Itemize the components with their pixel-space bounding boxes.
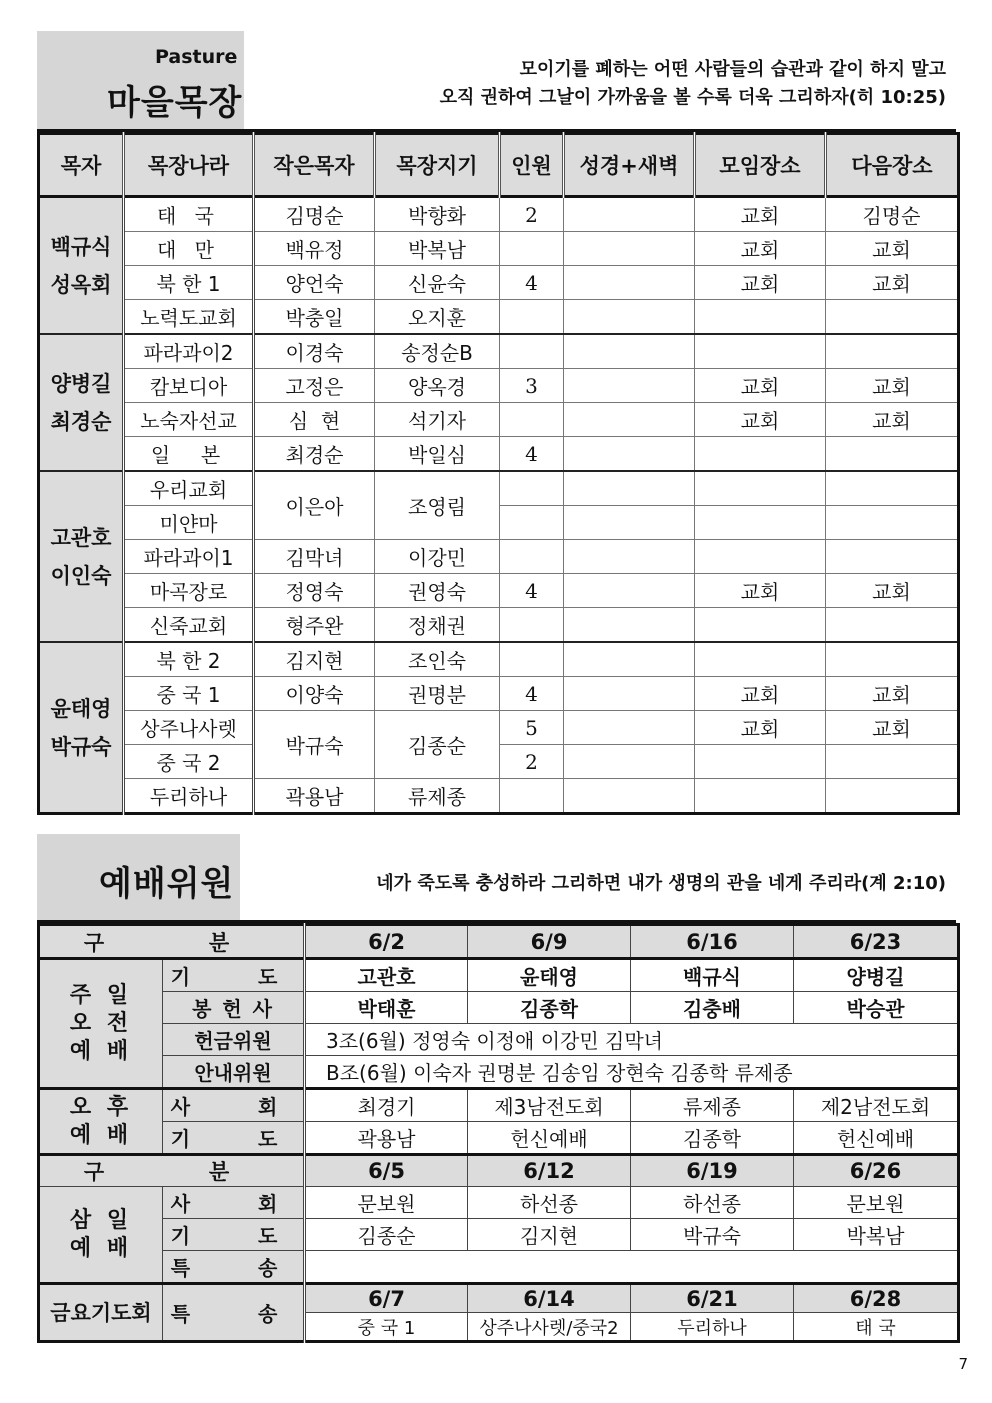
keeper-cell: 양옥경 — [375, 369, 500, 403]
small-leader-cell: 심 현 — [254, 403, 375, 437]
table-row — [39, 1089, 959, 1122]
section-title: 예배위원 — [99, 864, 235, 904]
count-cell: 4 — [500, 437, 564, 472]
leader-cell — [39, 471, 124, 642]
assignment-cell: 최경기 — [305, 1089, 468, 1122]
keeper-cell: 신윤숙 — [375, 266, 500, 300]
special-song-cell: 태 국 — [794, 1313, 959, 1342]
special-song-cell: 중 국 1 — [305, 1313, 468, 1342]
nation-cell: 북 한 2 — [124, 642, 254, 677]
keeper-cell: 박향화 — [375, 197, 500, 232]
place-cell: 교회 — [695, 574, 826, 608]
role-label — [163, 1089, 305, 1122]
count-cell — [500, 779, 564, 814]
count-cell — [500, 403, 564, 437]
small-leader-cell: 김지현 — [254, 642, 375, 677]
count-cell — [500, 506, 564, 540]
place-cell: 교회 — [695, 369, 826, 403]
table-row — [39, 1187, 959, 1219]
assignment-cell: 문보원 — [794, 1187, 959, 1219]
next-place-cell — [826, 437, 959, 472]
date-header: 6/14 — [468, 1284, 631, 1313]
next-place-cell — [826, 779, 959, 814]
column-header: 다음장소 — [826, 134, 959, 197]
small-leader-cell: 백유정 — [254, 232, 375, 266]
small-leader-cell: 곽용남 — [254, 779, 375, 814]
special-song-cell: 두리하나 — [631, 1313, 794, 1342]
group-label: 예 배 — [69, 1122, 133, 1148]
table-row — [39, 1056, 959, 1089]
bible-cell — [564, 369, 695, 403]
role-text: 사 회 — [170, 1095, 296, 1119]
special-song-cell: 상주나사렛/중국2 — [468, 1313, 631, 1342]
gubun-text: 구 분 — [83, 1160, 260, 1184]
bible-cell — [564, 266, 695, 300]
nation-cell: 우리교회 — [124, 471, 254, 506]
small-leader-cell: 김막녀 — [254, 540, 375, 574]
next-place-cell — [826, 471, 959, 506]
verse-line-2: 오직 권하여 그날이 가까움을 볼 수록 더욱 그리하자(히 10:25) — [439, 87, 946, 108]
column-header: 목장나라 — [124, 134, 254, 197]
keeper-cell: 권영숙 — [375, 574, 500, 608]
role-text: 기 도 — [170, 965, 296, 989]
keeper-cell: 박일심 — [375, 437, 500, 472]
keeper-cell: 조영림 — [375, 471, 500, 540]
place-cell — [695, 745, 826, 779]
keeper-cell: 권명분 — [375, 677, 500, 711]
assignment-cell: 류제종 — [631, 1089, 794, 1122]
nation-cell: 북 한 1 — [124, 266, 254, 300]
nation-cell: 마곡장로 — [124, 574, 254, 608]
date-header: 6/19 — [631, 1155, 794, 1187]
nation-cell: 노숙자선교 — [124, 403, 254, 437]
assignment-cell: 고관호 — [305, 959, 468, 992]
place-cell: 교회 — [695, 677, 826, 711]
count-cell: 2 — [500, 745, 564, 779]
role-text: 사 회 — [170, 1192, 296, 1216]
small-leader-cell: 김명순 — [254, 197, 375, 232]
keeper-cell: 송정순B — [375, 334, 500, 369]
nation-cell: 노력도교회 — [124, 300, 254, 335]
keeper-cell: 조인숙 — [375, 642, 500, 677]
count-cell: 5 — [500, 711, 564, 745]
count-cell: 4 — [500, 574, 564, 608]
bible-cell — [564, 574, 695, 608]
table-row — [39, 266, 959, 300]
bible-cell — [564, 197, 695, 232]
nation-cell: 태 국 — [124, 197, 254, 232]
assignment-cell: 헌신예배 — [794, 1122, 959, 1155]
table-row — [39, 1251, 959, 1284]
assignment-cell: 김종학 — [631, 1122, 794, 1155]
date-header: 6/21 — [631, 1284, 794, 1313]
role-label: 헌금위원 — [163, 1024, 305, 1056]
column-header: 작은목자 — [254, 134, 375, 197]
table-row — [39, 677, 959, 711]
nation-cell: 미얀마 — [124, 506, 254, 540]
keeper-cell: 류제종 — [375, 779, 500, 814]
keeper-cell: 석기자 — [375, 403, 500, 437]
role-label: 안내위원 — [163, 1056, 305, 1089]
assignment-cell: 김종학 — [468, 992, 631, 1024]
next-place-cell: 교회 — [826, 232, 959, 266]
count-cell — [500, 232, 564, 266]
worship-header — [37, 834, 956, 923]
date-header: 6/23 — [794, 925, 959, 959]
leader-name: 고관호 — [50, 525, 112, 550]
role-text: 특 송 — [170, 1302, 296, 1326]
assignment-cell: 곽용남 — [305, 1122, 468, 1155]
assignment-cell: 제3남전도회 — [468, 1089, 631, 1122]
small-leader-cell: 양언숙 — [254, 266, 375, 300]
count-cell: 4 — [500, 266, 564, 300]
date-header: 6/12 — [468, 1155, 631, 1187]
group-label: 주 일 — [69, 982, 133, 1008]
place-cell — [695, 506, 826, 540]
table-row — [39, 369, 959, 403]
keeper-cell: 오지훈 — [375, 300, 500, 335]
column-header: 목자 — [39, 134, 124, 197]
table-row — [39, 232, 959, 266]
role-label — [163, 1219, 305, 1251]
column-header: 성경+새벽 — [564, 134, 695, 197]
next-place-cell: 교회 — [826, 266, 959, 300]
leader-name: 성옥회 — [50, 272, 112, 297]
bible-cell — [564, 711, 695, 745]
date-header: 6/26 — [794, 1155, 959, 1187]
next-place-cell — [826, 745, 959, 779]
next-place-cell: 교회 — [826, 403, 959, 437]
bible-cell — [564, 779, 695, 814]
place-cell: 교회 — [695, 232, 826, 266]
count-cell — [500, 540, 564, 574]
nation-cell: 중 국 1 — [124, 677, 254, 711]
place-cell — [695, 334, 826, 369]
count-cell — [500, 471, 564, 506]
column-header: 목장지기 — [375, 134, 500, 197]
keeper-cell: 이강민 — [375, 540, 500, 574]
date-header-row — [39, 925, 959, 959]
table-row — [39, 1284, 959, 1313]
count-cell — [500, 334, 564, 369]
date-header: 6/7 — [305, 1284, 468, 1313]
count-cell — [500, 642, 564, 677]
next-place-cell — [826, 540, 959, 574]
table-row — [39, 540, 959, 574]
next-place-cell — [826, 642, 959, 677]
bible-cell — [564, 540, 695, 574]
nation-cell: 캄보디아 — [124, 369, 254, 403]
table-row — [39, 779, 959, 814]
group-label: 오 전 — [69, 1010, 133, 1036]
assignment-cell: 박규숙 — [631, 1219, 794, 1251]
table-header-row — [39, 134, 959, 197]
assignment-cell: 양병길 — [794, 959, 959, 992]
group-label: 삼 일 — [69, 1207, 133, 1233]
page-number: 7 — [958, 1355, 968, 1373]
bible-cell — [564, 642, 695, 677]
keeper-cell: 정채권 — [375, 608, 500, 643]
nation-cell: 대 만 — [124, 232, 254, 266]
place-cell — [695, 608, 826, 643]
assignment-cell: 제2남전도회 — [794, 1089, 959, 1122]
table-row — [39, 1024, 959, 1056]
assignment-cell: 하선종 — [631, 1187, 794, 1219]
leader-name: 이인숙 — [50, 563, 112, 588]
table-row — [39, 300, 959, 335]
date-header: 6/5 — [305, 1155, 468, 1187]
assignment-cell: 백규식 — [631, 959, 794, 992]
keeper-cell: 김종순 — [375, 711, 500, 779]
place-cell — [695, 642, 826, 677]
next-place-cell: 교회 — [826, 574, 959, 608]
bible-cell — [564, 403, 695, 437]
nation-cell: 파라과이1 — [124, 540, 254, 574]
assignment-cell: 박태훈 — [305, 992, 468, 1024]
nation-cell: 일 본 — [124, 437, 254, 472]
bible-cell — [564, 334, 695, 369]
nation-cell: 두리하나 — [124, 779, 254, 814]
role-label — [163, 1122, 305, 1155]
small-leader-cell: 고정은 — [254, 369, 375, 403]
assignment-cell: 윤태영 — [468, 959, 631, 992]
assignment-cell: 김지현 — [468, 1219, 631, 1251]
small-leader-cell: 박규숙 — [254, 711, 375, 779]
pasture-label: Pasture — [155, 46, 238, 68]
place-cell: 교회 — [695, 403, 826, 437]
date-header: 6/16 — [631, 925, 794, 959]
leader-name: 박규숙 — [50, 734, 112, 759]
role-text: 특 송 — [170, 1256, 296, 1280]
bible-cell — [564, 677, 695, 711]
tithe-committee-text: 3조(6월) 정영숙 이정애 이강민 김막녀 — [305, 1024, 959, 1056]
table-row — [39, 574, 959, 608]
small-leader-cell: 형주완 — [254, 608, 375, 643]
place-cell — [695, 540, 826, 574]
column-header: 모임장소 — [695, 134, 826, 197]
small-leader-cell: 이양숙 — [254, 677, 375, 711]
date-header-row — [39, 1155, 959, 1187]
next-place-cell: 교회 — [826, 711, 959, 745]
role-label: 봉 헌 사 — [163, 992, 305, 1024]
gubun-label — [39, 925, 305, 959]
table-row — [39, 403, 959, 437]
usher-committee-text: B조(6월) 이숙자 권명분 김송임 장현숙 김종학 류제종 — [305, 1056, 959, 1089]
leader-cell — [39, 334, 124, 471]
small-leader-cell: 박충일 — [254, 300, 375, 335]
group-label: 예 배 — [69, 1038, 133, 1064]
table-row — [39, 437, 959, 472]
nation-cell: 중 국 2 — [124, 745, 254, 779]
role-text: 기 도 — [170, 1127, 296, 1151]
next-place-cell — [826, 506, 959, 540]
place-cell — [695, 300, 826, 335]
place-cell — [695, 471, 826, 506]
column-header: 인원 — [500, 134, 564, 197]
assignment-cell: 박복남 — [794, 1219, 959, 1251]
worship-committee-table — [37, 923, 960, 1343]
leader-name: 양병길 — [50, 371, 112, 396]
table-row — [39, 608, 959, 643]
group-label: 오 후 — [69, 1094, 133, 1120]
leader-cell — [39, 642, 124, 814]
date-header: 6/28 — [794, 1284, 959, 1313]
assignment-cell: 김종순 — [305, 1219, 468, 1251]
group-label: 예 배 — [69, 1235, 133, 1261]
assignment-cell: 김충배 — [631, 992, 794, 1024]
place-cell: 교회 — [695, 711, 826, 745]
table-row — [39, 197, 959, 232]
group-cell — [39, 959, 163, 1089]
count-cell: 4 — [500, 677, 564, 711]
leader-name: 백규식 — [50, 234, 112, 259]
assignment-cell: 박승관 — [794, 992, 959, 1024]
nation-cell: 상주나사렛 — [124, 711, 254, 745]
group-cell — [39, 1089, 163, 1155]
role-text: 기 도 — [170, 1224, 296, 1248]
small-leader-cell: 이경숙 — [254, 334, 375, 369]
leader-cell — [39, 197, 124, 335]
gubun-label — [39, 1155, 305, 1187]
count-cell — [500, 608, 564, 643]
leader-name: 최경순 — [50, 409, 112, 434]
assignment-cell: 헌신예배 — [468, 1122, 631, 1155]
leader-name: 윤태영 — [50, 696, 112, 721]
count-cell: 3 — [500, 369, 564, 403]
next-place-cell — [826, 608, 959, 643]
nation-cell: 신죽교회 — [124, 608, 254, 643]
bible-cell — [564, 471, 695, 506]
role-label — [163, 1284, 305, 1342]
table-row — [39, 1122, 959, 1155]
bible-cell — [564, 745, 695, 779]
section-title: 마을목장 — [107, 83, 243, 123]
verse-line-1: 모이기를 폐하는 어떤 사람들의 습관과 같이 하지 말고 — [519, 59, 946, 80]
role-label — [163, 959, 305, 992]
keeper-cell: 박복남 — [375, 232, 500, 266]
next-place-cell: 교회 — [826, 677, 959, 711]
date-header: 6/9 — [468, 925, 631, 959]
table-row — [39, 959, 959, 992]
role-label — [163, 1251, 305, 1284]
maeul-header — [37, 31, 956, 132]
role-label — [163, 1187, 305, 1219]
table-row — [39, 992, 959, 1024]
bible-cell — [564, 437, 695, 472]
small-leader-cell: 정영숙 — [254, 574, 375, 608]
verse-line: 네가 죽도록 충성하라 그리하면 내가 생명의 관을 네게 주리라(계 2:10) — [376, 873, 946, 894]
place-cell — [695, 437, 826, 472]
mokjang-table — [37, 132, 960, 815]
place-cell: 교회 — [695, 197, 826, 232]
bible-cell — [564, 300, 695, 335]
table-row — [39, 711, 959, 745]
special-song-cell — [305, 1251, 959, 1284]
table-row — [39, 642, 959, 677]
nation-cell: 파라과이2 — [124, 334, 254, 369]
place-cell — [695, 779, 826, 814]
table-row — [39, 471, 959, 506]
assignment-cell: 문보원 — [305, 1187, 468, 1219]
count-cell — [500, 300, 564, 335]
next-place-cell — [826, 300, 959, 335]
date-header: 6/2 — [305, 925, 468, 959]
next-place-cell: 교회 — [826, 369, 959, 403]
next-place-cell — [826, 334, 959, 369]
bible-cell — [564, 608, 695, 643]
bible-cell — [564, 506, 695, 540]
count-cell: 2 — [500, 197, 564, 232]
small-leader-cell: 이은아 — [254, 471, 375, 540]
table-row — [39, 334, 959, 369]
next-place-cell: 김명순 — [826, 197, 959, 232]
group-cell — [39, 1187, 163, 1284]
group-cell: 금요기도회 — [39, 1284, 163, 1342]
table-row — [39, 1219, 959, 1251]
assignment-cell: 하선종 — [468, 1187, 631, 1219]
gubun-text: 구 분 — [83, 930, 260, 955]
bible-cell — [564, 232, 695, 266]
small-leader-cell: 최경순 — [254, 437, 375, 472]
place-cell: 교회 — [695, 266, 826, 300]
